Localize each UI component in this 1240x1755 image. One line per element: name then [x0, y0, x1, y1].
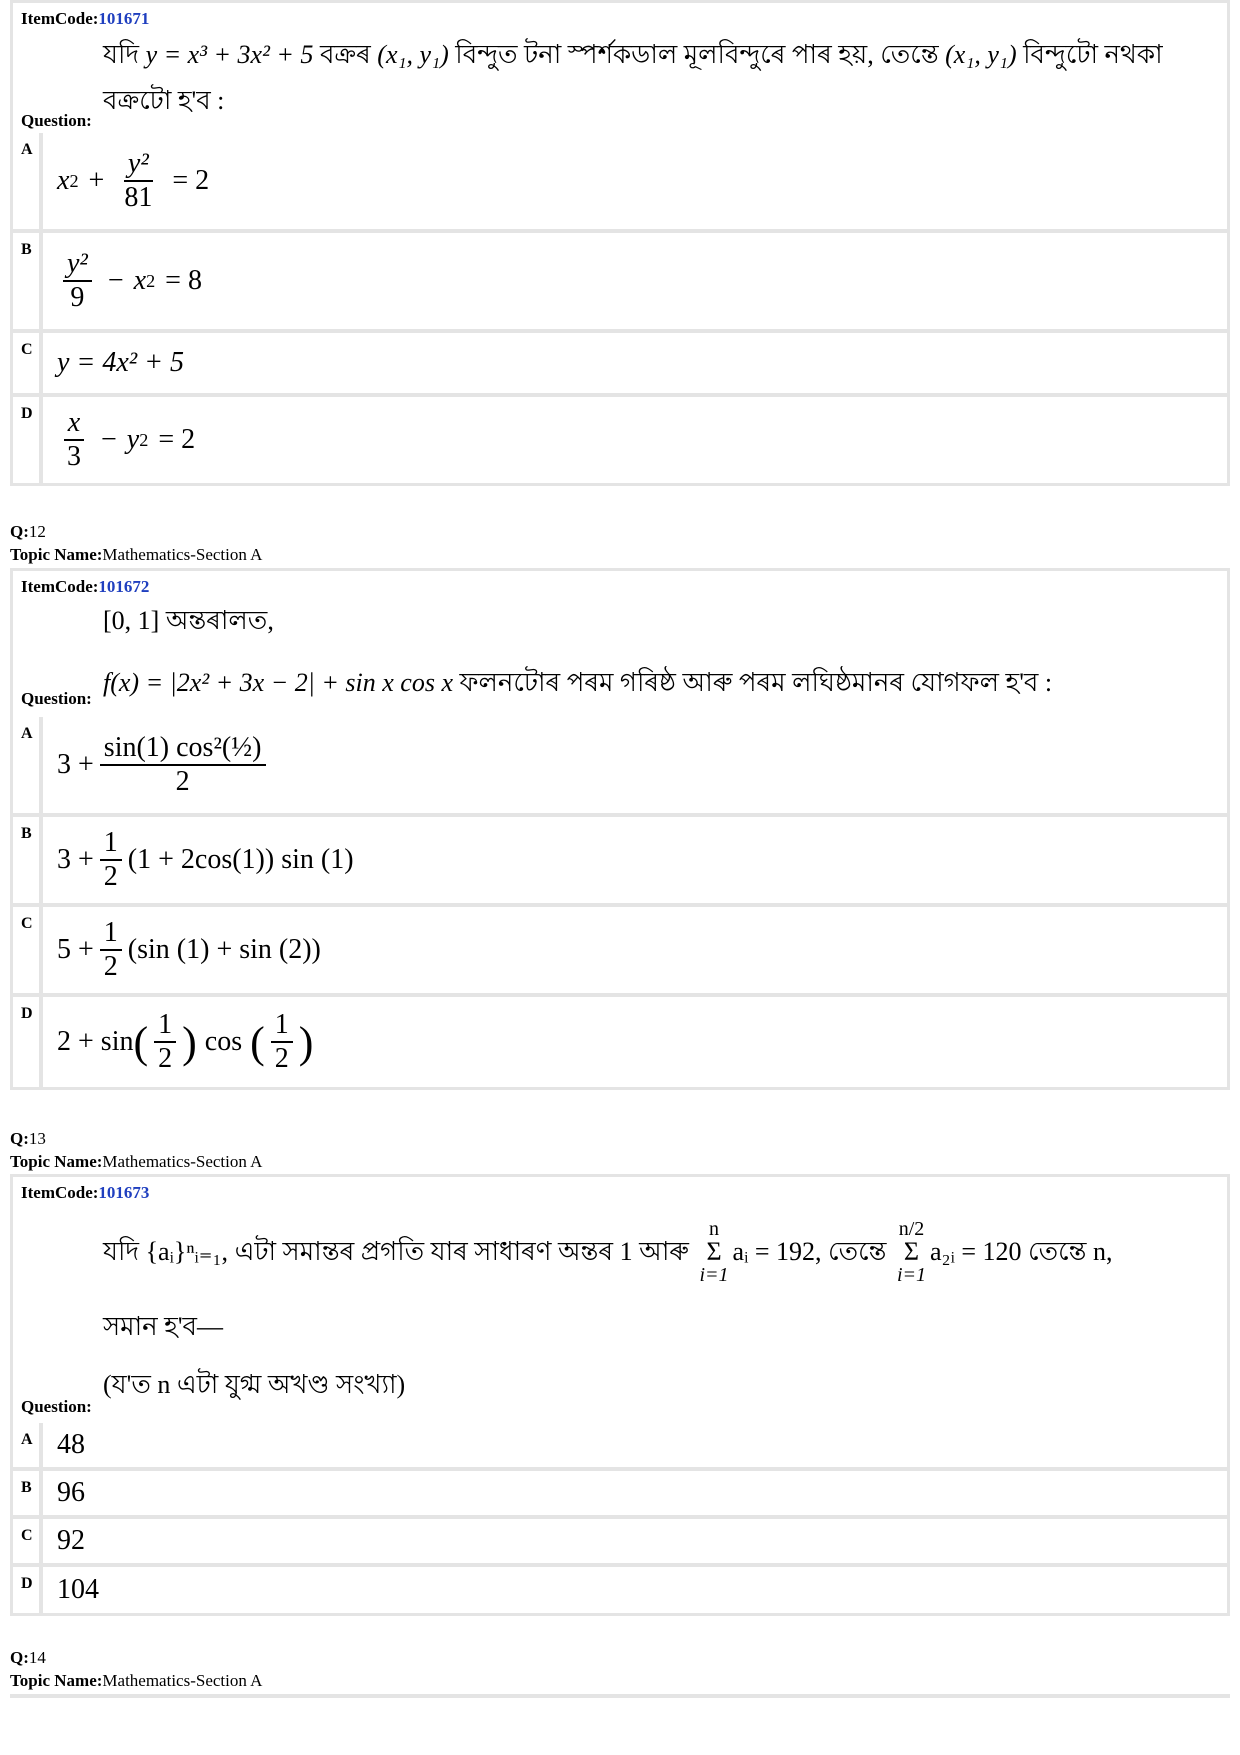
q12-question-row — [13, 571, 1227, 717]
q11-point-1: (x₁, y₁) — [377, 40, 449, 69]
q12-option-c-math — [43, 907, 1227, 993]
sum-lower: i=1 — [699, 1264, 729, 1286]
option-text: 104 — [57, 1574, 99, 1605]
math-prefix: 2 + sin — [57, 1026, 134, 1057]
math-var: x — [133, 265, 147, 296]
option-letter: D — [13, 997, 43, 1087]
frac-den: 2 — [158, 1043, 173, 1074]
sum2-value: = 120 — [961, 1237, 1022, 1266]
math-fraction — [100, 734, 266, 796]
q13-text-then: তেন্তে — [828, 1237, 887, 1266]
q11-text-point-not: বিন্দুটো নথকা — [1023, 40, 1163, 69]
option-letter: C — [13, 333, 43, 393]
q11-block — [10, 0, 1230, 486]
sum-lower: i=1 — [896, 1264, 927, 1286]
q13-block — [10, 1174, 1230, 1616]
q12-question-text — [103, 601, 1217, 703]
q-number: 12 — [28, 522, 46, 541]
option-letter: A — [13, 717, 43, 813]
math-op: − — [107, 265, 124, 296]
topic-label: Topic Name: — [10, 1671, 103, 1690]
frac-num: 1 — [154, 1011, 176, 1043]
q11-option-b[interactable] — [13, 233, 1227, 329]
frac-num: y² — [124, 150, 153, 182]
frac-den: 9 — [70, 282, 85, 313]
frac-den: 2 — [274, 1043, 289, 1074]
q11-point-2: (x₁, y₁) — [945, 40, 1017, 69]
math-expression: y = 4x² + 5 — [57, 347, 185, 378]
q11-text-curve: বক্ৰৰ — [319, 40, 371, 69]
q13-meta — [10, 1127, 262, 1173]
q11-option-c[interactable] — [13, 333, 1227, 393]
q12-question-label: Question: — [21, 689, 92, 708]
right-paren: ) — [182, 1017, 197, 1067]
math-exp: 2 — [139, 429, 149, 450]
math-fraction — [271, 1011, 293, 1073]
option-letter: B — [13, 1471, 43, 1515]
q13-sequence: {aᵢ}ⁿᵢ₌₁, — [145, 1237, 229, 1266]
q11-option-a-math — [43, 133, 1227, 229]
q14-block-top-border — [10, 1694, 1230, 1698]
q13-question-text — [103, 1217, 1217, 1405]
q13-text-if: যদি — [103, 1237, 140, 1266]
topic-label: Topic Name: — [10, 545, 103, 564]
item-code-label: ItemCode: — [21, 1183, 99, 1202]
option-letter: D — [13, 1567, 43, 1613]
q11-curve-equation: y = x³ + 3x² + 5 — [145, 40, 314, 69]
option-letter: B — [13, 233, 43, 329]
topic-name: Mathematics-Section A — [102, 1671, 263, 1690]
q-label: Q: — [10, 1129, 29, 1148]
frac-num: 1 — [100, 919, 122, 951]
q13-item-code — [13, 1177, 1227, 1205]
math-suffix: (1 + 2cos(1)) sin (1) — [127, 844, 354, 875]
math-var: y — [126, 424, 140, 455]
q12-text-sum: ফলনটোৰ পৰম গৰিষ্ঠ আৰু পৰম লঘিষ্ঠমানৰ যোগফল হ'ব : — [459, 668, 1053, 697]
math-exp: 2 — [146, 270, 156, 291]
math-fraction — [100, 829, 122, 891]
option-letter: D — [13, 397, 43, 483]
sum-upper: n — [709, 1218, 720, 1240]
frac-num: 1 — [100, 829, 122, 861]
q13-text-equals: সমান হ'ব— — [103, 1312, 223, 1341]
math-prefix: 5 + — [57, 934, 94, 965]
q12-option-b[interactable] — [13, 817, 1227, 903]
q12-option-d-math — [43, 997, 1227, 1087]
q13-text-condition: (য'ত n এটা যুগ্ম অখণ্ড সংখ্যা) — [103, 1370, 406, 1399]
q12-block — [10, 568, 1230, 1090]
math-rhs: = 2 — [172, 165, 210, 196]
math-op: + — [88, 165, 105, 196]
topic-name: Mathematics-Section A — [102, 545, 263, 564]
q12-option-a-math — [43, 717, 1227, 813]
item-code-value: 101671 — [98, 9, 150, 28]
math-cos: cos — [204, 1026, 243, 1057]
q-label: Q: — [10, 522, 29, 541]
q12-meta — [10, 520, 262, 566]
q12-function-equation: f(x) = |2x² + 3x − 2| + sin x cos x — [103, 668, 454, 697]
q12-option-a[interactable] — [13, 717, 1227, 813]
frac-den: 2 — [103, 861, 118, 892]
q13-option-b[interactable] — [13, 1471, 1227, 1515]
math-fraction — [63, 409, 85, 471]
math-fraction — [154, 1011, 176, 1073]
item-code-label: ItemCode: — [21, 9, 99, 28]
option-letter: B — [13, 817, 43, 903]
q11-item-code — [13, 3, 1227, 31]
option-letter: A — [13, 1423, 43, 1467]
q11-text-tangent: বিন্দুত টনা স্পৰ্শকডাল মূলবিন্দুৰে পাৰ হয়, তেন্তে — [455, 40, 939, 69]
q11-text-line2: বক্ৰটো হ'ব : — [103, 86, 225, 115]
q11-option-b-math — [43, 233, 1227, 329]
option-letter: C — [13, 1519, 43, 1563]
q14-meta — [10, 1646, 262, 1692]
math-prefix: 3 + — [57, 844, 94, 875]
q11-question-row — [13, 3, 1227, 133]
sum1-term: aᵢ — [732, 1237, 749, 1266]
option-letter: A — [13, 133, 43, 229]
math-fraction — [100, 919, 122, 981]
topic-name: Mathematics-Section A — [102, 1152, 263, 1171]
topic-label: Topic Name: — [10, 1152, 103, 1171]
sigma-icon: Σ — [706, 1237, 722, 1266]
math-fraction — [63, 250, 92, 312]
q-number: 13 — [28, 1129, 46, 1148]
q-label: Q: — [10, 1648, 29, 1667]
q11-option-d-math — [43, 397, 1227, 483]
math-var: x — [57, 165, 70, 196]
q13-option-d[interactable] — [13, 1567, 1227, 1613]
q12-option-d[interactable] — [13, 997, 1227, 1087]
q11-option-a[interactable] — [13, 133, 1227, 229]
frac-den: 3 — [67, 441, 81, 472]
frac-num: 1 — [271, 1011, 293, 1043]
right-paren: ) — [298, 1017, 314, 1067]
option-text: 96 — [57, 1477, 85, 1508]
frac-num: y² — [63, 250, 92, 282]
q13-option-c[interactable] — [13, 1519, 1227, 1563]
q13-text-ap: এটা সমান্তৰ প্ৰগতি যাৰ সাধাৰণ অন্তৰ 1 আৰু — [234, 1237, 689, 1266]
sum-upper: n/2 — [898, 1218, 925, 1240]
item-code-label: ItemCode: — [21, 577, 99, 596]
math-op: − — [101, 424, 117, 455]
frac-den: 2 — [103, 951, 118, 982]
q13-question-label: Question: — [21, 1397, 92, 1416]
sum-notation-2 — [897, 1219, 926, 1285]
sum2-term: a₂ᵢ — [930, 1237, 955, 1266]
frac-den: 2 — [175, 766, 190, 797]
option-text: 48 — [57, 1429, 85, 1460]
left-paren: ( — [250, 1017, 265, 1067]
q13-option-a[interactable] — [13, 1423, 1227, 1467]
q11-question-text — [103, 35, 1217, 121]
sum-notation-1 — [699, 1219, 728, 1285]
q13-text-n: তেন্তে n, — [1028, 1237, 1113, 1266]
option-letter: C — [13, 907, 43, 993]
math-fraction — [120, 150, 156, 212]
sum1-value: = 192, — [754, 1237, 822, 1266]
q11-question-label: Question: — [21, 111, 92, 130]
item-code-value: 101672 — [98, 577, 150, 596]
math-suffix: (sin (1) + sin (2)) — [127, 934, 321, 965]
q11-text-if: যদি — [103, 40, 140, 69]
q-number: 14 — [28, 1648, 46, 1667]
math-prefix: 3 + — [57, 749, 94, 780]
q12-interval-text: [0, 1] অন্তৰালত, — [103, 606, 274, 635]
q12-option-c[interactable] — [13, 907, 1227, 993]
math-rhs: = 2 — [158, 424, 196, 455]
q12-item-code — [13, 571, 1227, 599]
option-text: 92 — [57, 1525, 85, 1556]
q12-option-b-math — [43, 817, 1227, 903]
sigma-icon: Σ — [903, 1237, 920, 1266]
math-exp: 2 — [69, 170, 79, 191]
q11-option-d[interactable] — [13, 397, 1227, 483]
left-paren: ( — [133, 1017, 149, 1067]
math-rhs: = 8 — [165, 265, 202, 296]
q13-question-row — [13, 1177, 1227, 1423]
q11-option-c-math — [43, 333, 1227, 393]
item-code-value: 101673 — [98, 1183, 150, 1202]
frac-den: 81 — [124, 182, 153, 213]
frac-num: sin(1) cos²(½) — [100, 734, 266, 766]
frac-num: x — [64, 409, 84, 441]
